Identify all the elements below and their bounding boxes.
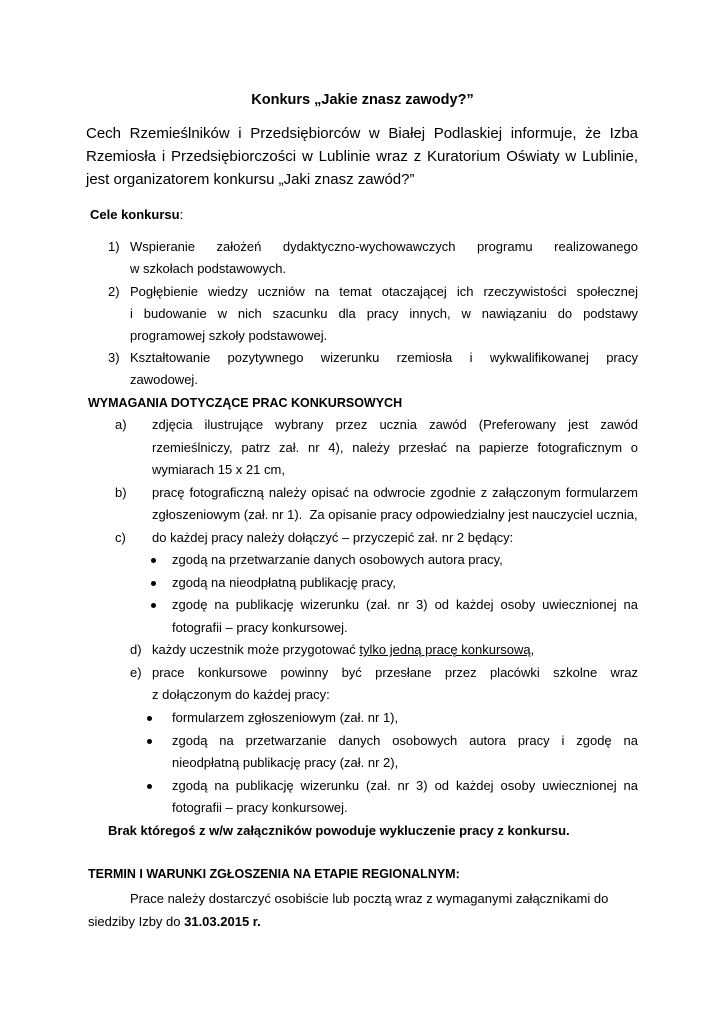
list-item-line: Kształtowanie pozytywnego wizerunku rzemiosła i wykwalifikowanej pracy [130, 350, 638, 365]
bullet-item-line: zgodę na publikację wizerunku (zał. nr 3) od każdej osoby uwiecznionej na [172, 597, 638, 612]
bullet-item-line: zgodą na przetwarzanie danych osobowych autora pracy i zgodę na [172, 733, 638, 748]
list-item-line: Wspieranie założeń dydaktyczno-wychowawczych programu realizowanego [130, 239, 638, 254]
list-item-text: każdy uczestnik może przygotować [152, 642, 360, 657]
bullet-icon [147, 739, 152, 744]
bullet-icon [147, 784, 152, 789]
deadline-text: siedziby Izby do [88, 914, 185, 929]
bullet-icon [151, 581, 156, 586]
list-item-line: pracę fotograficzną należy opisać na odwrocie zgodnie z załączonym formularzem [152, 485, 638, 500]
list-marker: a) [115, 417, 127, 432]
list-marker: 2) [108, 284, 120, 299]
list-item-line: i budowanie w nich szacunku dla pracy innych, w nawiązaniu do podstawy [130, 306, 638, 321]
list-item-line: z dołączonym do każdej pracy: [152, 687, 330, 702]
list-item-line: w szkołach podstawowych. [130, 261, 287, 276]
list-marker: 1) [108, 239, 120, 254]
list-item-line: zdjęcia ilustrujące wybrany przez ucznia zawód (Preferowany jest zawód [152, 417, 638, 432]
document-title: Konkurs „Jakie znasz zawody?” [251, 92, 474, 108]
list-item-line: do każdej pracy należy dołączyć – przyczepić zał. nr 2 będący: [152, 530, 514, 545]
bullet-item-line: fotografii – pracy konkursowej. [172, 800, 348, 815]
list-item-line: zawodowej. [130, 372, 198, 387]
list-marker: c) [115, 530, 126, 545]
bullet-item-line: zgodą na nieodpłatną publikację pracy, [172, 575, 396, 590]
bullet-item-line: nieodpłatną publikację pracy (zał. nr 2), [172, 755, 399, 770]
deadline-line: Prace należy dostarczyć osobiście lub pocztą wraz z wymaganymi załącznikami do [130, 891, 609, 906]
list-marker: 3) [108, 350, 120, 365]
list-item-line: rzemieślniczy, patrz zał. nr 4), należy przesłać na papierze fotograficznym o [152, 440, 638, 455]
list-item-line: zgłoszeniowym (zał. nr 1). Za opisanie pracy odpowiedzialny jest nauczyciel ucznia, [152, 507, 638, 522]
intro-line: Rzemiosła i Przedsiębiorczości w Lublinie wraz z Kuratorium Oświaty w Lublinie, [86, 148, 638, 165]
list-item-line [152, 641, 534, 659]
bullet-icon [147, 716, 152, 721]
deadline-date: 31.03.2015 r. [184, 914, 261, 929]
intro-line: Cech Rzemieślników i Przedsiębiorców w Białej Podlaskiej informuje, że Izba [86, 125, 638, 142]
list-marker: d) [130, 642, 142, 657]
list-marker: b) [115, 485, 127, 500]
list-item-line: Pogłębienie wiedzy uczniów na temat otaczającej ich rzeczywistości społecznej [130, 284, 638, 299]
underlined-text: tylko jedną pracę konkursową [359, 642, 531, 657]
deadline-line [88, 913, 261, 931]
bullet-item-line: zgodą na publikację wizerunku (zał. nr 3) od każdej osoby uwiecznionej na [172, 778, 638, 793]
requirements-heading: WYMAGANIA DOTYCZĄCE PRAC KONKURSOWYCH [88, 396, 403, 410]
exclusion-warning: Brak któregoś z w/w załączników powoduje wykluczenie pracy z konkursu. [108, 823, 570, 838]
intro-line: jest organizatorem konkursu „Jaki znasz zawód?” [86, 171, 415, 188]
goals-heading-colon: : [179, 207, 184, 222]
bullet-item-line: formularzem zgłoszeniowym (zał. nr 1), [172, 710, 399, 725]
goals-heading [90, 206, 183, 224]
list-item-line: wymiarach 15 x 21 cm, [152, 462, 285, 477]
goals-heading-label: Cele konkursu [90, 207, 180, 222]
bullet-item-line: zgodą na przetwarzanie danych osobowych autora pracy, [172, 552, 503, 567]
list-item-line: programowej szkoły podstawowej. [130, 328, 328, 343]
bullet-icon [151, 558, 156, 563]
list-item-line: prace konkursowe powinny być przesłane przez placówki szkolne wraz [152, 665, 638, 680]
list-marker: e) [130, 665, 142, 680]
bullet-item-line: fotografii – pracy konkursowej. [172, 620, 348, 635]
bullet-icon [151, 603, 156, 608]
list-item-text: , [530, 642, 535, 657]
deadline-heading: TERMIN I WARUNKI ZGŁOSZENIA NA ETAPIE REGIONALNYM: [88, 867, 460, 881]
